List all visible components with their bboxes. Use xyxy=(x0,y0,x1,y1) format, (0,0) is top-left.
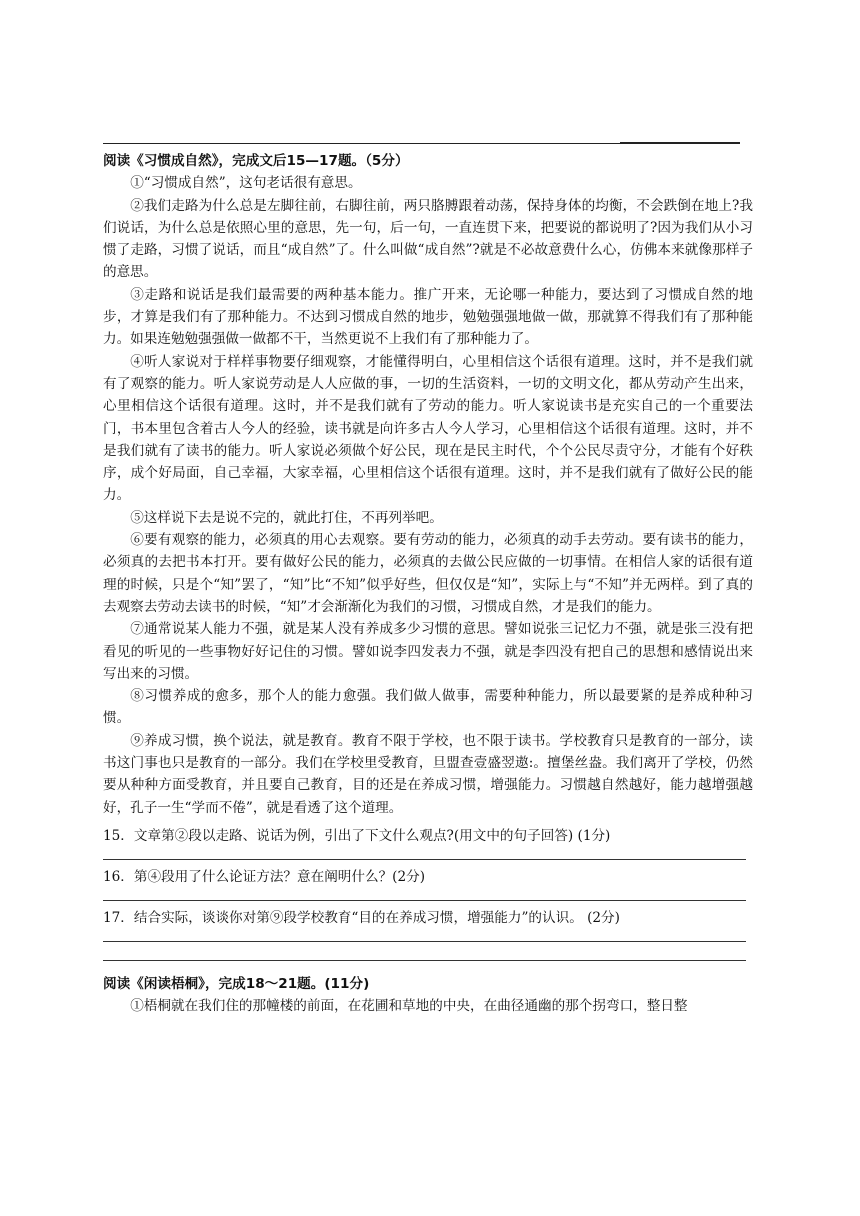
paragraph-9: ⑨养成习惯，换个说法，就是教育。教育不限于学校，也不限于读书。学校教育只是教育的一部分，读书这门事也只是教育的一部分。我们在学校里受教育，旦盟查壹盛翌遨:。擅堡丝盎。我们离开了学校，仍然要从种种方面受教育，并且要自己教育，目的还是在养成习惯，增强能力。习惯越自然越好，能力越增强越好，孔子一生“学而不倦”，就是看透了这个道理。 xyxy=(103,732,753,816)
paragraph-4: ④听人家说对于样样事物要仔细观察，才能懂得明白，心里相信这个话很有道理。这时，并不是我们就有了观察的能力。听人家说劳动是人人应做的事，一切的生活资料，一切的文明文化，都从劳动产生出来，心里相信这个话很有道理。这时，并不是我们就有了劳动的能力。听人家说读书是充实自己的一个重要法门，书本里包含着古人今人的经验，读书就是向许多古人今人学习，心里相信这个话很有道理。这时，并不是我们就有了读书的能力。听人家说必须做个好公民，现在是民主时代，个个公民尽责守分，才能有个好秩序，成个好局面，自己幸福，大家幸福，心里相信这个话很有道理。这时，并不是我们就有了做好公民的能力。 xyxy=(103,353,753,504)
question-17: 17．结合实际，谈谈你对第⑨段学校教育“目的在养成习惯，增强能力”的认识。 (2分) xyxy=(103,909,620,926)
document-body xyxy=(103,150,753,1018)
answer-line-15[interactable] xyxy=(103,847,746,860)
section2-title: 阅读《闲读梧桐》，完成18～21题。(11分) xyxy=(103,975,370,992)
paragraph-2: ②我们走路为什么总是左脚往前，右脚往前，两只胳膊跟着动荡，保持身体的均衡，不会跌倒在地上?我们说话，为什么总是依照心里的意思，先一句，后一句，一直连贯下来，把要说的都说明了?因为我们从小习惯了走路，习惯了说话，而且“成自然”了。什么叫做“成自然”?就是不必故意费什么心，仿佛本来就像那样子的意思。 xyxy=(103,197,753,281)
paragraph-8: ⑧习惯养成的愈多，那个人的能力愈强。我们做人做事，需要种种能力，所以最要紧的是养成种种习惯。 xyxy=(103,688,753,727)
question-16: 16．第④段用了什么论证方法？意在阐明什么？(2分) xyxy=(103,868,426,885)
paragraph-7: ⑦通常说某人能力不强，就是某人没有养成多少习惯的意思。譬如说张三记忆力不强，就是张三没有把看见的听见的一些事物好好记住的习惯。譬如说李四发表力不强，就是李四没有把自己的思想和感情说出来写出来的习惯。 xyxy=(103,621,753,682)
section2-paragraph-1: ①梧桐就在我们住的那幢楼的前面，在花圃和草地的中央，在曲径通幽的那个拐弯口，整日整 xyxy=(130,998,688,1015)
section-gap xyxy=(103,961,753,973)
answer-line-17a[interactable] xyxy=(103,929,746,942)
paragraph-3: ③走路和说话是我们最需要的两种基本能力。推广开来，无论哪一种能力，要达到了习惯成自然的地步，才算是我们有了那种能力。不达到习惯成自然的地步，勉勉强强地做一做，那就算不得我们有了那种能力。如果连勉勉强强做一做都不干，当然更说不上我们有了那种能力了。 xyxy=(103,286,753,348)
paragraph-6: ⑥要有观察的能力，必须真的用心去观察。要有劳动的能力，必须真的动手去劳动。要有读书的能力，必须真的去把书本打开。要有做好公民的能力，必须真的去做公民应做的一切事情。在相信人家的话很有道理的时候，只是个“知”罢了，“知”比“不知”似乎好些，但仅仅是“知”，实际上与“不知”并无两样。到了真的去观察去劳动去读书的时候，“知”才会渐渐化为我们的习惯，习惯成自然，才是我们的能力。 xyxy=(103,532,753,615)
section1-title: 阅读《习惯成自然》，完成文后15—17题。（5分） xyxy=(103,153,409,169)
answer-line-17b[interactable] xyxy=(103,942,746,961)
header-rule-accent xyxy=(620,142,740,144)
paragraph-1: ①“习惯成自然”，这句老话很有意思。 xyxy=(130,175,362,192)
question-15: 15．文章第②段以走路、说话为例，引出了下文什么观点?(用文中的句子回答) (1分) xyxy=(103,827,611,844)
paragraph-5: ⑤这样说下去是说不完的，就此打住，不再列举吧。 xyxy=(130,509,443,526)
answer-line-16[interactable] xyxy=(103,888,746,901)
